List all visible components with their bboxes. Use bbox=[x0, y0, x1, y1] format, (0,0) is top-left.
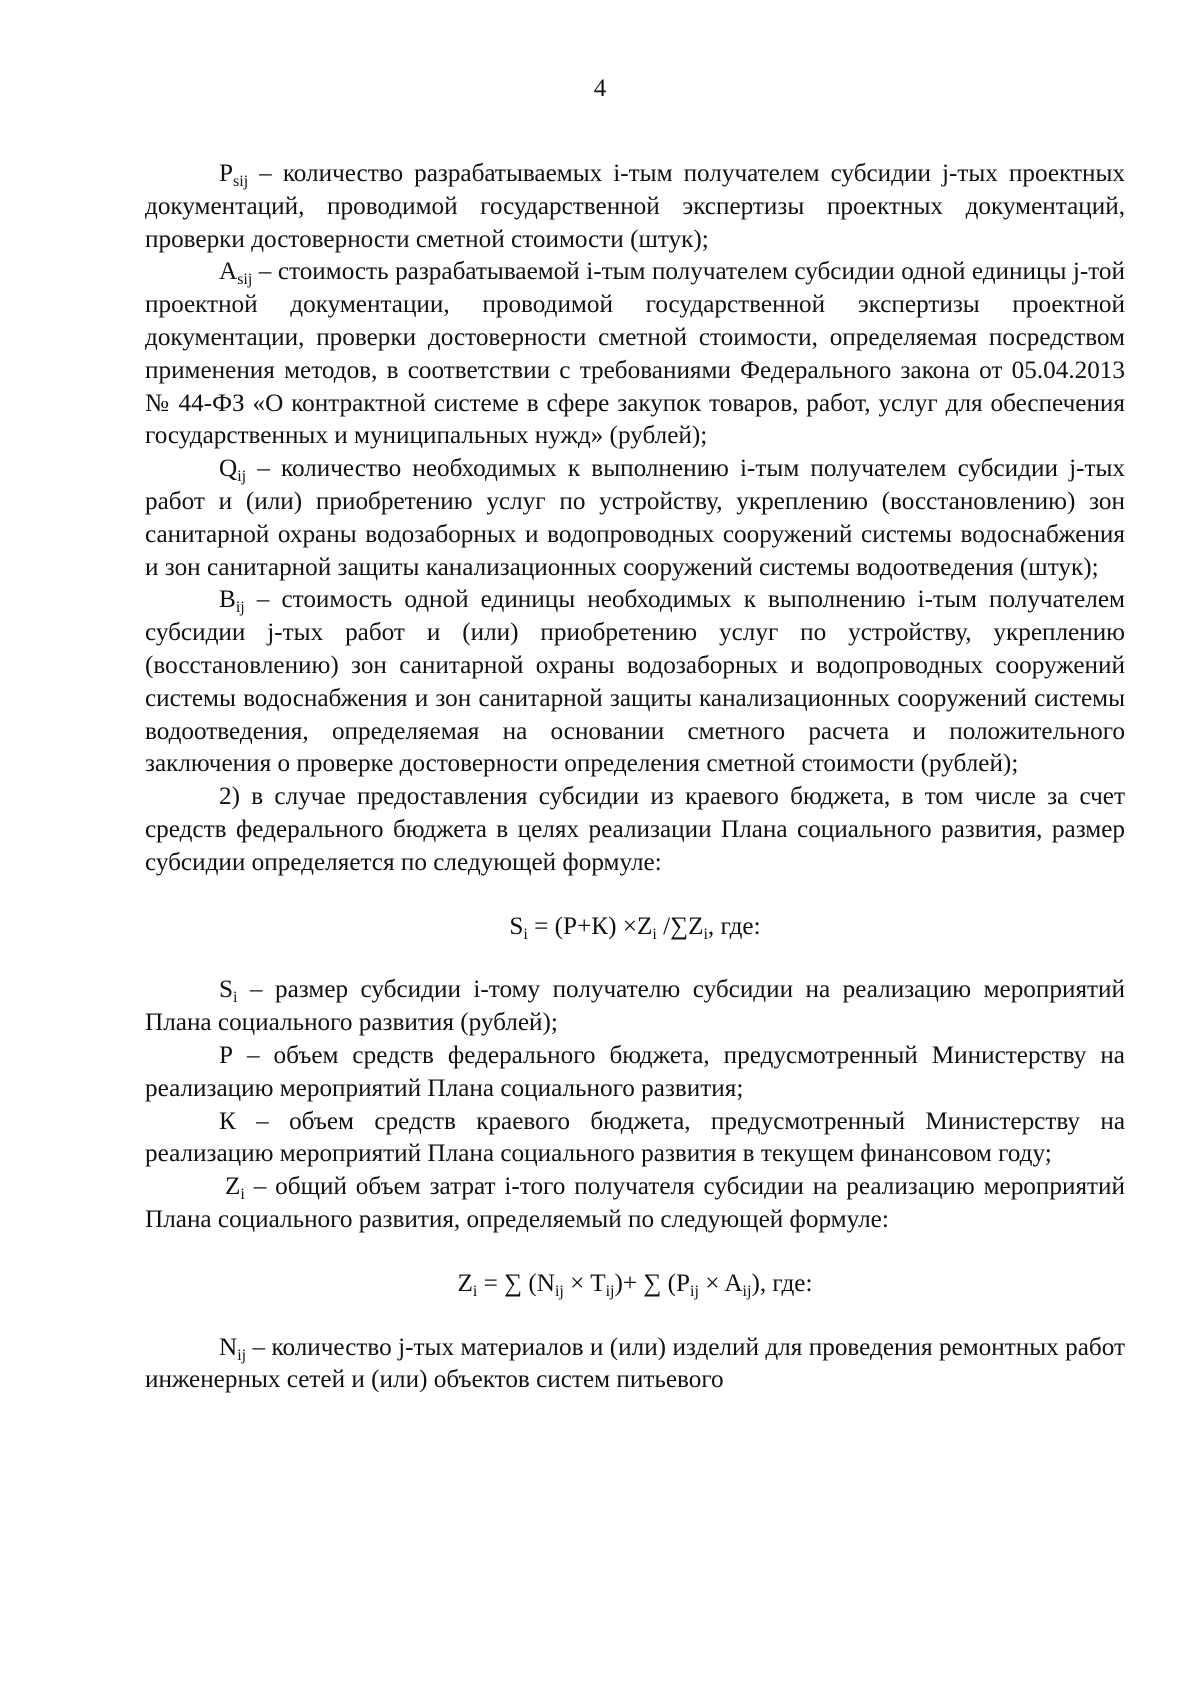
formula-part-2: × T bbox=[563, 1269, 606, 1297]
symbol-q: Q bbox=[219, 455, 238, 483]
subscript-ij: ij bbox=[235, 599, 245, 617]
paragraph-text: – размер субсидии i-тому получателю субсидии на реализацию мероприятий Плана социального развития (рублей); bbox=[145, 976, 1125, 1037]
paragraph-a-sij bbox=[145, 256, 1125, 453]
paragraph-k-def: К – объем средств краевого бюджета, предусмотренный Министерству на реализацию мероприятий Плана социального развития в текущем финансовом году; bbox=[145, 1107, 1125, 1168]
symbol-n: N bbox=[219, 1333, 238, 1361]
paragraph-b-ij bbox=[145, 584, 1125, 781]
paragraph-text: – количество j-тых материалов и (или) изделий для проведения ремонтных работ инженерных сетей и (или) объектов систем питьевого bbox=[145, 1333, 1125, 1394]
formula-s: S bbox=[509, 912, 524, 940]
formula-part-1: = ∑ (N bbox=[477, 1269, 555, 1297]
symbol-a: А bbox=[219, 258, 238, 286]
subscript-sij: sij bbox=[233, 173, 249, 190]
formula-a-subscript: ij bbox=[742, 1282, 752, 1300]
formula-n-subscript: ij bbox=[554, 1282, 564, 1300]
subscript-ij: ij bbox=[237, 1346, 247, 1364]
formula-z-subscript: i bbox=[652, 925, 657, 943]
paragraph-s-i bbox=[145, 974, 1125, 1040]
paragraph-z-i bbox=[145, 1171, 1125, 1237]
subscript-ij: ij bbox=[237, 468, 247, 486]
paragraph-q-ij bbox=[145, 453, 1125, 584]
formula-tail: ), где: bbox=[751, 1269, 813, 1297]
formula-p-subscript: ij bbox=[690, 1282, 699, 1300]
symbol-s: S bbox=[219, 976, 234, 1004]
subscript-i: i bbox=[233, 989, 238, 1007]
formula-t-subscript: ij bbox=[605, 1282, 615, 1300]
subscript-sij: sij bbox=[237, 271, 253, 289]
formula-sum: /∑Z bbox=[656, 912, 704, 940]
symbol-z: Z bbox=[225, 1173, 241, 1201]
formula-middle: = (Р+К) ×Z bbox=[527, 912, 653, 940]
formula-tail: , где: bbox=[707, 912, 761, 940]
paragraph-text: – количество разрабатываемых i-тым получателем субсидии j-тых проектных документаций, проводимой государственной экспертизы проектных документаций, проверки достоверности сметной стоимости (штук); bbox=[145, 160, 1125, 253]
paragraph-p-sij bbox=[145, 158, 1125, 256]
formula-s-subscript: i bbox=[523, 925, 528, 943]
formula-part-3: )+ ∑ (P bbox=[614, 1269, 691, 1297]
paragraph-text: – стоимость разрабатываемой i-тым получателем субсидии одной единицы j-той проектной документации, проводимой государственной экспертизы проектной документации, проверки достоверности сметной стоимости, определяемая посредством применения методов, в соответствии с требованиями Федерального закона от 05.04.2013 № 44-ФЗ «О контрактной системе в сфере закупок товаров, работ, услуг для обеспечения государственных и муниципальных нужд» (рублей); bbox=[145, 258, 1125, 450]
formula-costs bbox=[145, 1268, 1125, 1301]
symbol-p: P bbox=[219, 160, 234, 187]
paragraph-case-2: 2) в случае предоставления субсидии из краевого бюджета, в том числе за счет средств федерального бюджета в целях реализации Плана социального развития, размер субсидии определяется по следующей формуле: bbox=[145, 783, 1125, 876]
paragraph-text: – общий объем затрат i-того получателя субсидии на реализацию мероприятий Плана социального развития, определяемый по следующей формуле: bbox=[145, 1173, 1125, 1233]
paragraph-text: – количество необходимых к выполнению i-тым получателем субсидии j-тых работ и (или) приобретению услуг по устройству, укреплению (восстановлению) зон санитарной охраны водозаборных и водопроводных сооружений системы водоснабжения и зон санитарной защиты канализационных сооружений системы водоотведения (штук); bbox=[145, 455, 1125, 581]
paragraph-p-def: Р – объем средств федерального бюджета, предусмотренный Министерству на реализацию мероприятий Плана социального развития; bbox=[145, 1041, 1125, 1102]
formula-z: Z bbox=[457, 1269, 473, 1297]
subscript-i: i bbox=[240, 1186, 245, 1204]
paragraph-text: – стоимость одной единицы необходимых к выполнению i-тым получателем субсидии j-тых работ и (или) приобретению услуг по устройству, укреплению (восстановлению) зон санитарной охраны водозаборных и водопроводных сооружений системы водоснабжения и зон санитарной защиты канализационных сооружений системы водоотведения, определяемая на основании сметного расчета и положительного заключения о проверке достоверности определения сметной стоимости (рублей); bbox=[145, 586, 1125, 778]
formula-subsidy bbox=[145, 911, 1125, 944]
paragraph-n-ij bbox=[145, 1332, 1125, 1398]
formula-sum-subscript: i bbox=[703, 925, 708, 943]
formula-part-4: × A bbox=[698, 1269, 743, 1297]
page-number: 4 bbox=[593, 75, 607, 102]
symbol-b: В bbox=[219, 586, 236, 614]
document-body bbox=[145, 158, 1125, 1397]
formula-z-subscript: i bbox=[472, 1282, 478, 1300]
